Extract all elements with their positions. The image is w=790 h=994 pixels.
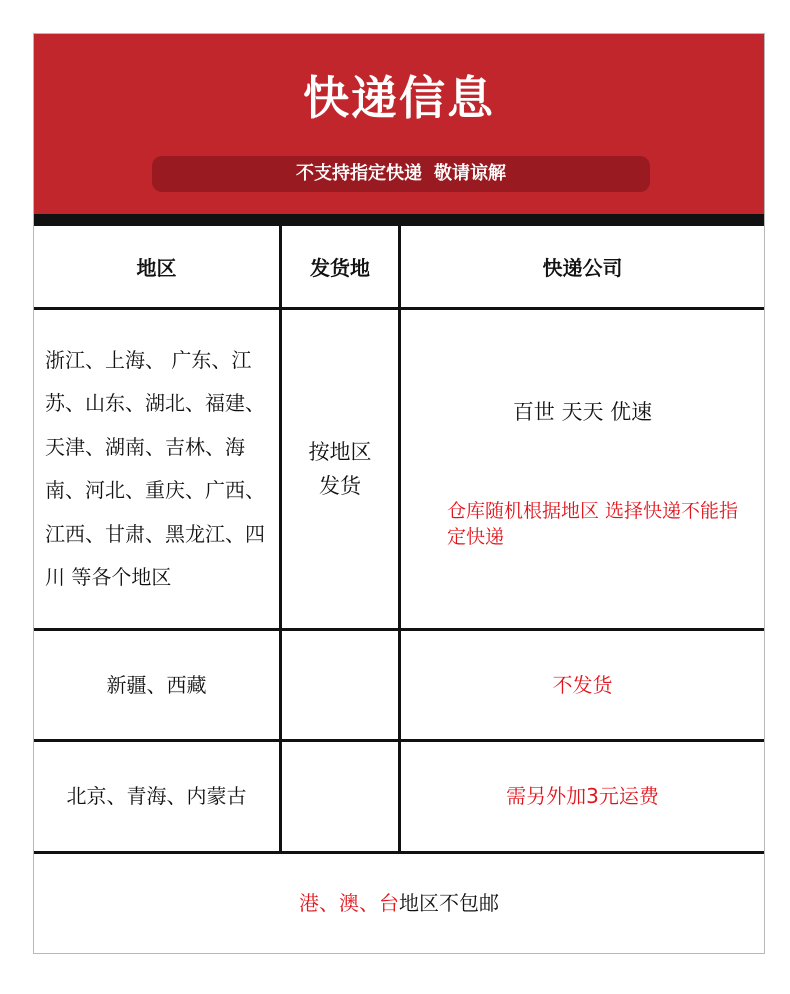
table-row-2-regions: 新疆、西藏 xyxy=(106,672,207,697)
courier-list: 百世 天天 优速 xyxy=(512,400,653,424)
header-divider xyxy=(34,214,764,226)
notice-text-1: 不支持指定快递 xyxy=(296,163,422,184)
notice-pill xyxy=(152,156,650,192)
footer-red-regions: 港、澳、台 xyxy=(299,891,399,915)
page-title: 快递信息 xyxy=(303,71,495,125)
region-list: 浙江、上海、 广东、江苏、山东、湖北、福建、天津、湖南、吉林、海南、河北、重庆、广西、江西、甘肃、黑龙江、四川 等各个地区 xyxy=(45,347,265,589)
table-row-1-origin xyxy=(282,310,398,628)
table-row-3-regions: 北京、青海、内蒙古 xyxy=(66,784,247,808)
shipping-info-card xyxy=(33,33,765,954)
col-header-origin: 发货地 xyxy=(310,256,370,280)
courier-note: 仓库随机根据地区 选择快递不能指定快递 xyxy=(447,500,739,548)
table-row-1-regions xyxy=(34,310,279,628)
origin-text: 按地区发货 xyxy=(308,440,372,498)
header-banner xyxy=(34,34,764,214)
table-row-2-origin xyxy=(282,631,398,739)
notice-text-2: 敬请谅解 xyxy=(434,163,506,184)
footer-note xyxy=(34,854,764,953)
table-row-1-courier xyxy=(401,310,764,628)
table-row-3-origin xyxy=(282,742,398,851)
col-header-courier: 快递公司 xyxy=(542,256,623,280)
table-row-2-courier: 不发货 xyxy=(552,672,613,697)
footer-text: 地区不包邮 xyxy=(399,891,499,915)
col-header-region: 地区 xyxy=(136,256,177,280)
table-row-3-courier: 需另外加3元运费 xyxy=(506,784,659,808)
